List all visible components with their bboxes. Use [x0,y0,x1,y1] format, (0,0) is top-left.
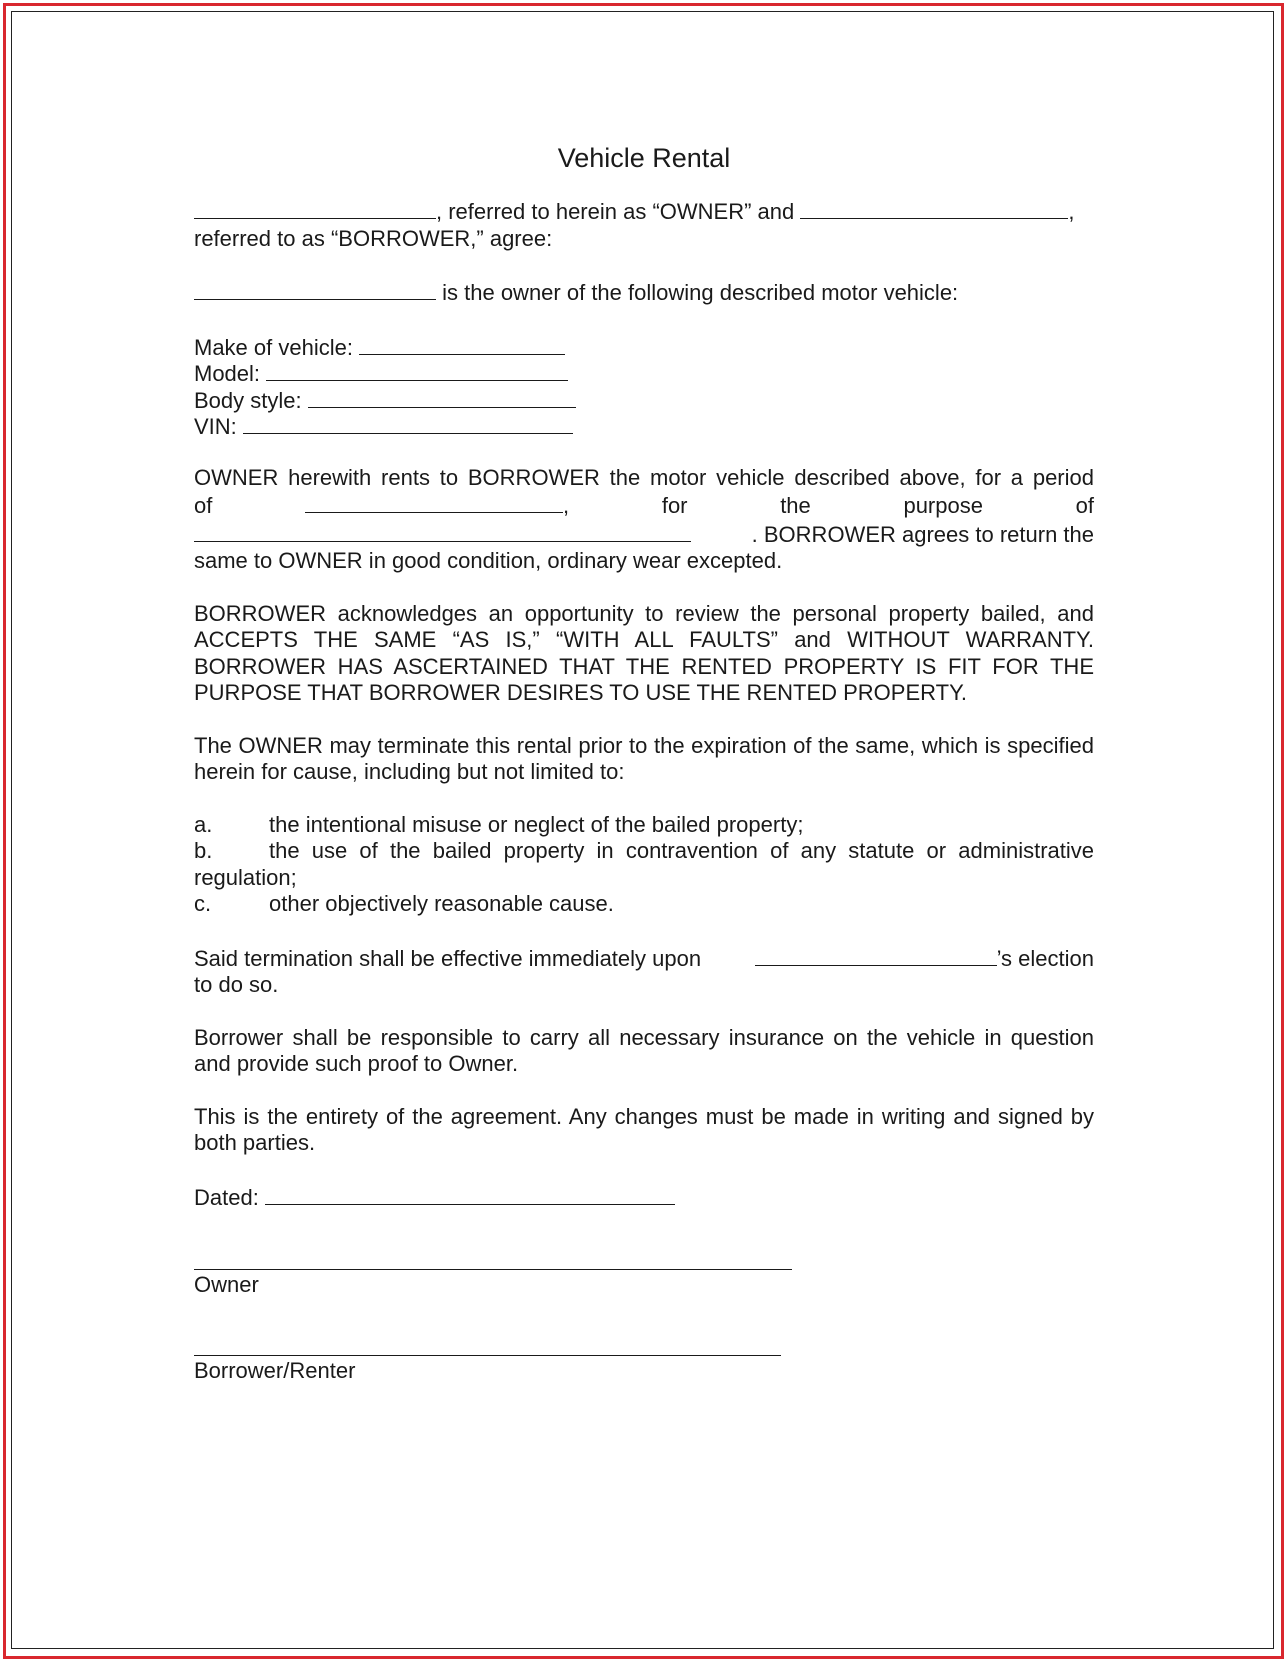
list-text: regulation; [194,864,297,890]
election-party-blank[interactable] [755,944,997,966]
parties-text-3: referred to as “BORROWER,” agree: [194,225,553,251]
rental-return-text: . BORROWER agrees to return the [751,521,1094,547]
rental-line-4: same to OWNER in good condition, ordinary wear excepted. [194,548,783,573]
rental-line-1: OWNER herewith rents to BORROWER the motor vehicle described above, for a period [194,464,1094,490]
borrower-signature-line[interactable] [194,1355,781,1356]
list-text: the use of the bailed property in contravention of any statute or administrative [269,838,1094,863]
termination-paragraph: The OWNER may terminate this rental prior to the expiration of the same, which is specified herein for cause, including but not limited to: [194,732,1094,784]
model-row [194,359,1094,386]
make-row [194,333,1094,360]
vin-row [194,412,1094,439]
body-style-row [194,386,1094,413]
election-paragraph [194,944,1094,999]
parties-paragraph [194,197,1094,252]
borrower-signature-label: Borrower/Renter [194,1357,356,1383]
vehicle-owner-blank[interactable] [194,278,436,300]
election-line-2: to do so. [194,972,279,997]
owner-signature-label: Owner [194,1272,259,1297]
rental-of-2: of [1075,493,1094,518]
list-item [194,812,1094,839]
list-item [194,838,1094,865]
borrower-name-blank[interactable] [800,197,1068,219]
list-text: other objectively reasonable cause. [269,891,614,916]
acknowledgement-paragraph: BORROWER acknowledges an opportunity to review the personal property bailed, and ACCEPTS THE SAME “AS IS,” “WITH ALL FAULTS” and WITHOUT WARRANTY. BORROWER HAS ASCERTAINED THAT THE RENTED PROPERTY IS FIT FOR THE PURPOSE THAT BORROWER DESIRES TO USE THE RENTED PROPERTY. [194,600,1094,705]
rental-the: the [780,493,811,518]
ownership-text: is the owner of the following described motor vehicle: [442,280,959,305]
parties-text-1: , referred to herein as “OWNER” and [436,199,795,224]
vin-label: VIN: [194,414,237,439]
model-label: Model: [194,361,261,386]
list-letter: c. [194,891,212,916]
vehicle-fields [194,333,1094,439]
body-style-blank[interactable] [308,386,576,408]
purpose-blank[interactable] [194,520,691,542]
owner-signature-block [194,1269,1094,1299]
period-group [305,491,569,520]
election-text-2: ’s election [996,945,1094,971]
dated-label: Dated: [194,1184,259,1210]
vin-blank[interactable] [243,412,573,434]
entirety-paragraph: This is the entirety of the agreement. Any changes must be made in writing and signed by both parties. [194,1103,1094,1155]
insurance-paragraph: Borrower shall be responsible to carry all necessary insurance on the vehicle in question and provide such proof to Owner. [194,1024,1094,1076]
owner-signature-line[interactable] [194,1269,792,1270]
rental-line-3 [194,520,1094,549]
borrower-signature-block [194,1355,1094,1385]
election-text-1: Said termination shall be effective immediately upon [194,945,702,971]
rental-line-2 [194,491,1094,520]
period-blank[interactable] [305,491,563,513]
dated-row [194,1183,1094,1212]
list-text: the intentional misuse or neglect of the bailed property; [269,811,804,837]
election-group [755,944,1094,973]
document-title: Vehicle Rental [557,143,731,173]
parties-text-2: , [1068,199,1075,224]
list-item [194,891,1094,918]
list-item-continuation [194,865,1094,892]
list-letter: a. [194,811,213,837]
rental-terms-paragraph [194,465,1094,575]
date-blank[interactable] [265,1183,675,1205]
period-comma: , [563,493,570,518]
make-label: Make of vehicle: [194,334,353,360]
rental-of-1: of [194,493,213,518]
document [194,137,1094,1384]
make-blank[interactable] [359,333,565,355]
owner-name-blank[interactable] [194,197,436,219]
election-line-1 [194,944,1094,973]
rental-for: for [661,493,688,518]
model-blank[interactable] [266,359,568,381]
ownership-paragraph [194,278,1094,307]
cause-list [194,812,1094,918]
list-letter: b. [194,838,213,863]
rental-purpose: purpose [903,493,983,518]
body-style-label: Body style: [194,387,302,413]
